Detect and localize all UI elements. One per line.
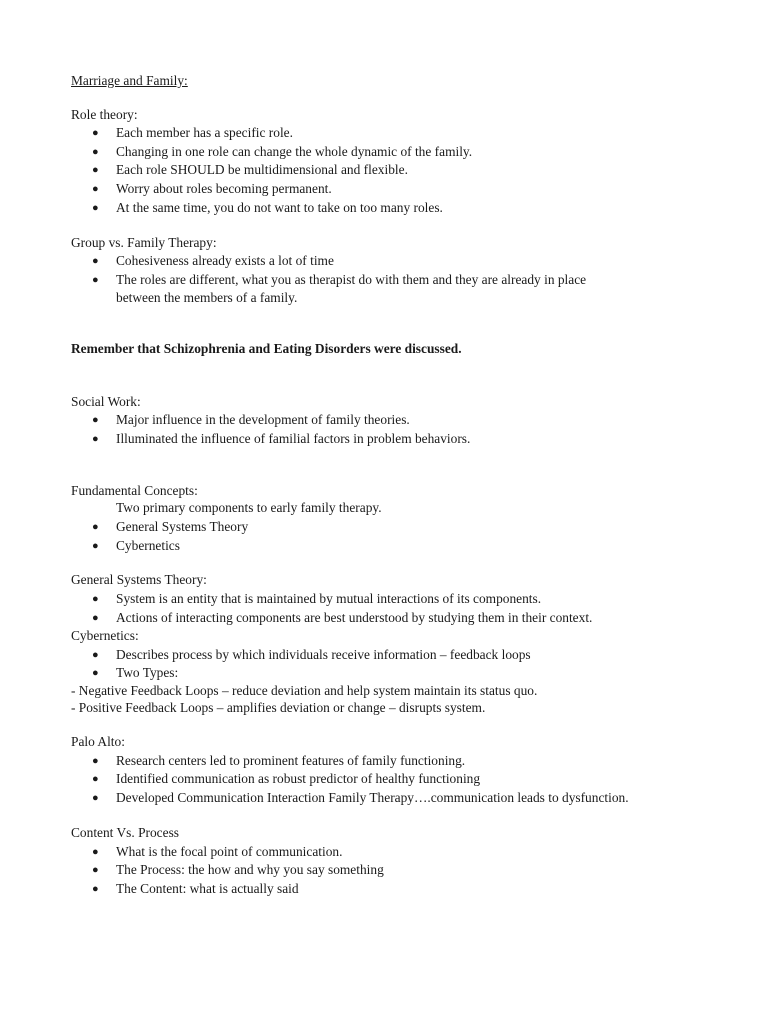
remember-note: Remember that Schizophrenia and Eating Disorders were discussed.	[71, 341, 462, 356]
bullet-icon: ●	[92, 792, 99, 804]
section-heading-cybernetics: Cybernetics:	[71, 628, 139, 643]
list-item: Major influence in the development of family theories.	[116, 412, 410, 427]
bullet-icon: ●	[92, 612, 99, 624]
list-item: Each member has a specific role.	[116, 125, 293, 140]
list-item: Developed Communication Interaction Family Therapy….communication leads to dysfunction.	[116, 790, 629, 805]
list-item: What is the focal point of communication.	[116, 844, 343, 859]
bullet-icon: ●	[92, 127, 99, 139]
section-heading-social-work: Social Work:	[71, 394, 141, 409]
bullet-icon: ●	[92, 202, 99, 214]
bullet-icon: ●	[92, 593, 99, 605]
bullet-icon: ●	[92, 414, 99, 426]
list-item: The Content: what is actually said	[116, 881, 299, 896]
section-heading-role-theory: Role theory:	[71, 107, 138, 122]
bullet-icon: ●	[92, 521, 99, 533]
list-item: At the same time, you do not want to take on too many roles.	[116, 200, 443, 215]
list-item: Identified communication as robust predictor of healthy functioning	[116, 771, 481, 786]
list-item: Each role SHOULD be multidimensional and flexible.	[116, 162, 408, 177]
section-heading-fundamental-concepts: Fundamental Concepts:	[71, 483, 198, 498]
list-item: Research centers led to prominent features of family functioning.	[116, 753, 466, 768]
bullet-icon: ●	[92, 773, 99, 785]
bullet-icon: ●	[92, 433, 99, 445]
bullet-icon: ●	[92, 667, 99, 679]
list-item: Describes process by which individuals receive information – feedback loops	[116, 647, 531, 662]
bullet-icon: ●	[92, 883, 99, 895]
bullet-icon: ●	[92, 864, 99, 876]
list-item-continuation: between the members of a family.	[116, 290, 298, 305]
section-heading-group-vs-family: Group vs. Family Therapy:	[71, 235, 217, 250]
section-heading-palo-alto: Palo Alto:	[71, 734, 125, 749]
list-item: Illuminated the influence of familial factors in problem behaviors.	[116, 431, 471, 446]
bullet-icon: ●	[92, 164, 99, 176]
sub-line: - Positive Feedback Loops – amplifies deviation or change – disrupts system.	[71, 700, 486, 715]
document-title: Marriage and Family:	[71, 73, 188, 88]
bullet-icon: ●	[92, 146, 99, 158]
bullet-icon: ●	[92, 183, 99, 195]
list-item: Cohesiveness already exists a lot of time	[116, 253, 334, 268]
bullet-icon: ●	[92, 846, 99, 858]
section-heading-content-vs-process: Content Vs. Process	[71, 825, 179, 840]
list-item: Actions of interacting components are best understood by studying them in their context.	[116, 610, 593, 625]
list-item: The Process: the how and why you say something	[116, 862, 384, 877]
list-item: Changing in one role can change the whole dynamic of the family.	[116, 144, 473, 159]
list-item: System is an entity that is maintained by mutual interactions of its components.	[116, 591, 542, 606]
sub-line: - Negative Feedback Loops – reduce deviation and help system maintain its status quo.	[71, 683, 538, 698]
section-heading-general-systems-theory: General Systems Theory:	[71, 572, 207, 587]
bullet-icon: ●	[92, 755, 99, 767]
list-item: Worry about roles becoming permanent.	[116, 181, 332, 196]
bullet-icon: ●	[92, 255, 99, 267]
bullet-icon: ●	[92, 540, 99, 552]
section-intro: Two primary components to early family therapy.	[116, 500, 382, 515]
list-item: Two Types:	[116, 665, 179, 680]
list-item: General Systems Theory	[116, 519, 249, 534]
bullet-icon: ●	[92, 274, 99, 286]
list-item: The roles are different, what you as therapist do with them and they are already in place	[116, 272, 587, 287]
list-item: Cybernetics	[116, 538, 180, 553]
bullet-icon: ●	[92, 649, 99, 661]
